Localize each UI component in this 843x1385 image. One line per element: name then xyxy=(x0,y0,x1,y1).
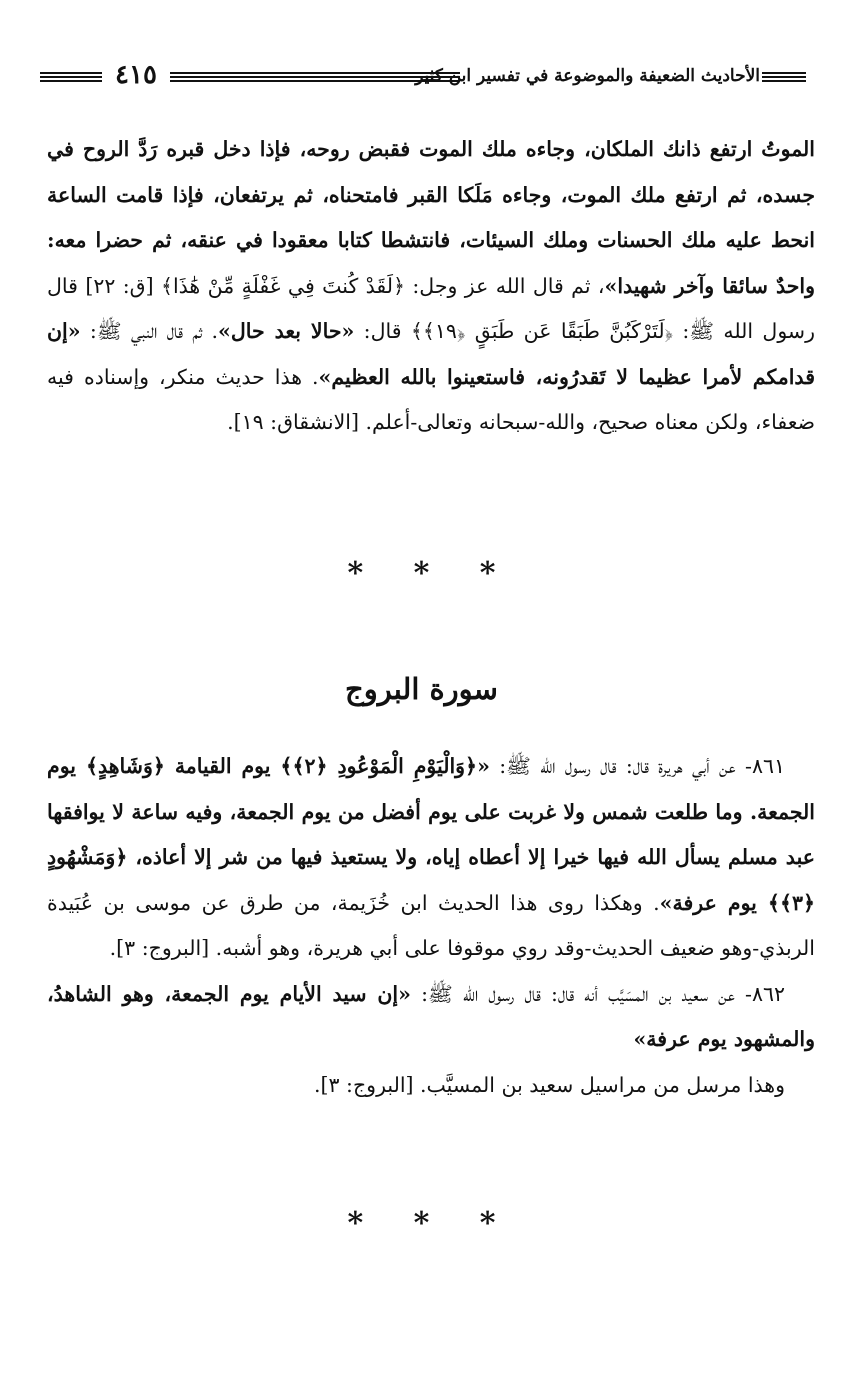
body-text: . ثم قال النبي ﷺ: xyxy=(80,319,219,343)
hadith-862-note: وهذا مرسل من مراسيل سعيد بن المسيَّب. [البروج: ٣]. xyxy=(314,1072,785,1097)
paragraph xyxy=(47,127,815,446)
hadith-intro: ٨٦٢- عن سعيد بن المسَيَّب أنه قال: قال رسول الله ﷺ: xyxy=(410,981,786,1006)
body-text: . هذا حديث منكر، وإسناده فيه ضعفاء، ولكن معناه صحيح، والله-سبحانه وتعالى-أعلم. [الانشقاق: ١٩]. xyxy=(47,364,815,434)
surah-hadith-section xyxy=(47,744,815,1108)
surah-heading: سورة البروج xyxy=(345,672,498,706)
hadith-matn: «إن سيد الأيام يوم الجمعة، وهو الشاهدُ، والمشهود يوم عرفة» xyxy=(47,981,815,1051)
header-rule-right xyxy=(762,72,806,84)
quoted-text: «إن قدامكم لأمرا عظيما لا تَقدرُونه، فاستعينوا بالله العظيم» xyxy=(47,319,815,389)
continued-hadith-text xyxy=(47,127,815,446)
quoted-text: الموتُ ارتفع ذانك الملكان، وجاءه ملك الموت فقبض روحه، فإذا دخل قبره رَدَّ الروح في جسده، ثم ارتفع ملك الموت، وجاءه مَلَكا القبر فامتحناه، ثم يرتفعان، فإذا قامت الساعة انحط عليه ملك الحسنات وملك السيئات، فانتشطا كتابا معقودا في عنقه، ثم حضرا معه: واحدٌ سائقا وآخر شهيدا» xyxy=(47,137,815,298)
hadith-862 xyxy=(47,972,815,1063)
hadith-matn: «﴿وَالْيَوْمِ الْمَوْعُودِ ﴿٢﴾﴾ يوم القيامة ﴿وَشَاهِدٍ﴾ يوم الجمعة. وما طلعت شمس ولا غربت على يوم أفضل من يوم الجمعة، وفيه ساعة لا يوافقها عبد مسلم يسأل الله فيها خيرا إلا أعطاه إياه، ولا يستعيذ فيها من شر إلا أعاذه، ﴿وَمَشْهُودٍ ﴿٣﴾﴾ يوم عرفة» xyxy=(47,754,815,915)
page-number: ٤١٥ xyxy=(115,60,157,90)
running-head-book-title: الأحاديث الضعيفة والموضوعة في تفسير ابن كثير xyxy=(415,66,760,86)
section-separator-stars: * * * xyxy=(347,1206,496,1241)
section-separator-stars: * * * xyxy=(347,556,496,591)
hadith-intro: ٨٦١- عن أبي هريرة قال: قال رسول الله ﷺ: xyxy=(489,754,785,778)
hadith-commentary: . وهكذا روى هذا الحديث ابن خُزَيمة، من طرق عن موسى بن عُبَيدة الربذي-وهو ضعيف الحديث-وقد روي موقوفا على أبي هريرة، وهو أشبه. [البروج: ٣]. xyxy=(47,890,815,960)
body-text: ، ثم قال الله عز وجل: ﴿لَقَدْ كُنتَ فِي غَفْلَةٍ مِّنْ هَٰذَا﴾ [ق: ٢٢] قال رسول الله ﷺ: ﴿لَتَرْكَبُنَّ طَبَقًا عَن طَبَقٍ ﴿١٩﴾﴾ قال: xyxy=(47,273,815,343)
header-rule-left xyxy=(40,72,102,84)
page-header xyxy=(40,60,806,98)
hadith-861 xyxy=(47,744,815,972)
quoted-text: «حالا بعد حال» xyxy=(218,319,355,343)
